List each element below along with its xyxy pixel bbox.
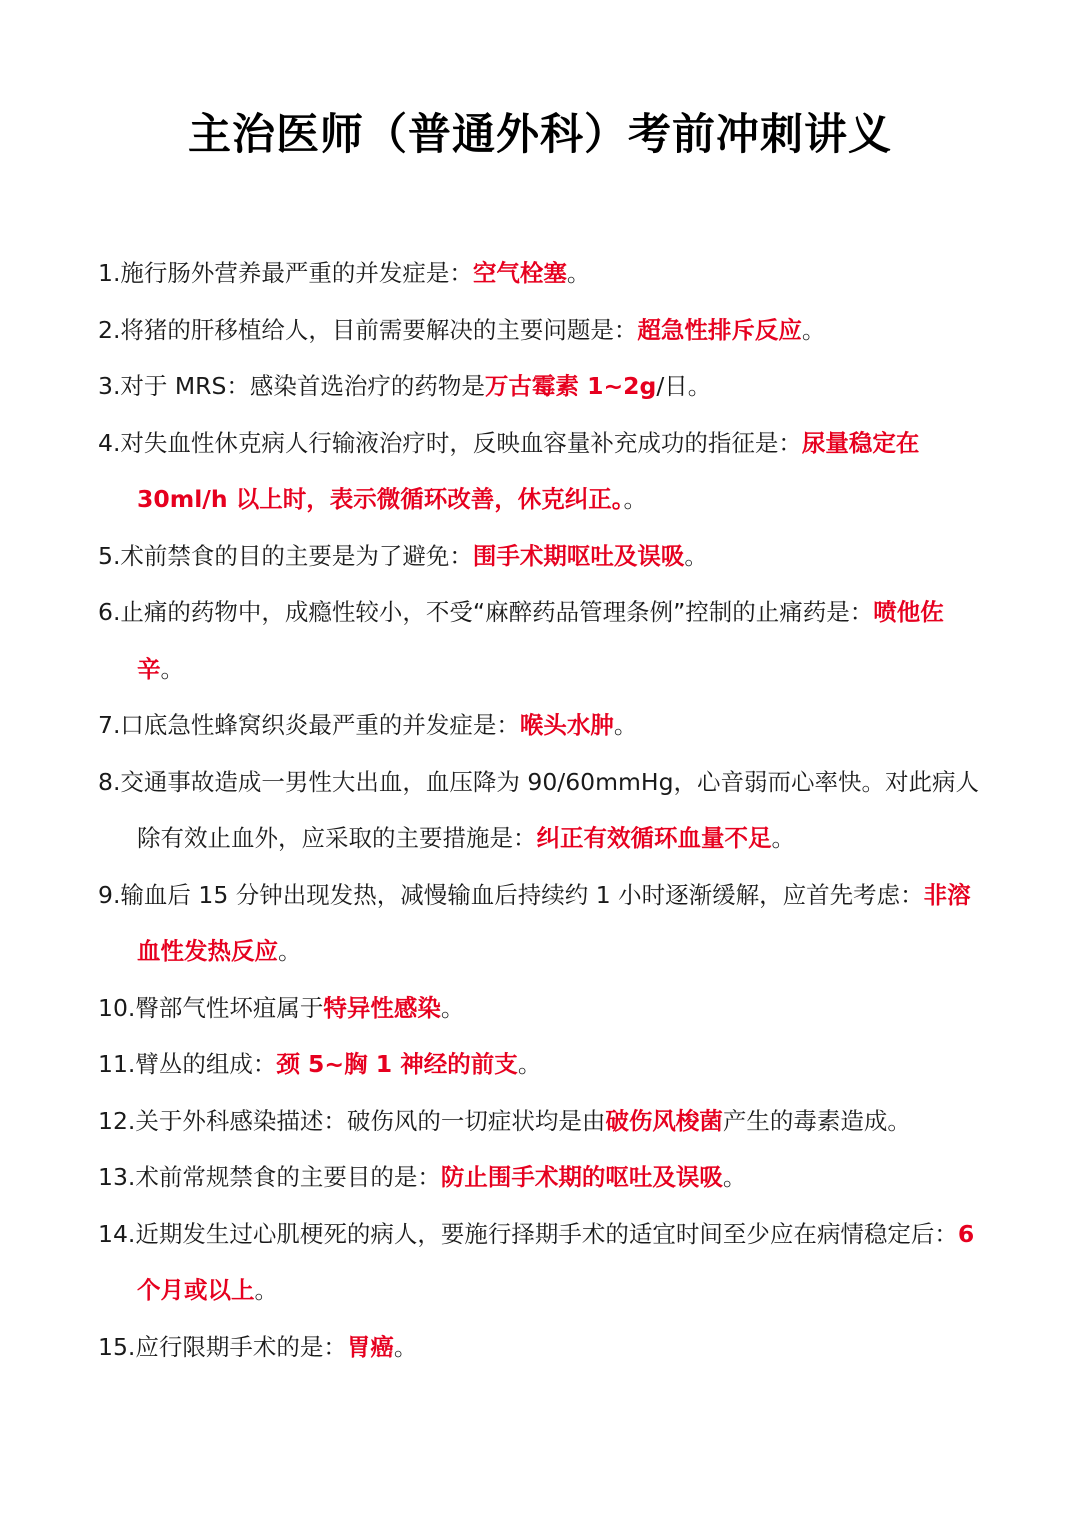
- trailing-text: 。: [566, 259, 591, 287]
- question-text: 应行限期手术的是：: [135, 1332, 347, 1361]
- question-item: [98, 980, 988, 1037]
- question-text: 臀部气性坏疽属于: [135, 993, 324, 1022]
- question-item: [98, 358, 988, 415]
- item-number: 14.: [98, 1219, 136, 1248]
- trailing-text: 产生的毒素造成。: [722, 1106, 911, 1135]
- trailing-text: 。: [684, 541, 708, 570]
- question-text: 关于外科感染描述：破伤风的一切症状均是由: [135, 1106, 606, 1135]
- answer-highlight: 破伤风梭菌: [605, 1106, 723, 1135]
- item-number: 12.: [98, 1106, 136, 1135]
- question-item: [98, 302, 988, 359]
- question-text: 臂丛的组成：: [135, 1050, 277, 1078]
- trailing-text: 。: [771, 824, 795, 852]
- item-number: 3.: [98, 372, 121, 400]
- item-number: 10.: [98, 993, 136, 1022]
- answer-highlight: 特异性感染: [323, 993, 441, 1022]
- answer-highlight: 万古霉素 1~2g: [484, 372, 657, 400]
- question-item: [98, 584, 988, 697]
- answer-highlight: 6 个月或以上: [137, 1219, 975, 1304]
- answer-highlight: 纠正有效循环血量不足: [536, 824, 772, 852]
- item-number: 9.: [98, 880, 121, 909]
- question-text: 近期发生过心肌梗死的病人，要施行择期手术的适宜时间至少应在病情稳定后：: [135, 1219, 958, 1248]
- question-item: [98, 528, 988, 585]
- item-number: 8.: [98, 767, 121, 796]
- page-title: 主治医师（普通外科）考前冲刺讲义: [188, 109, 892, 160]
- trailing-text: 。: [722, 1163, 747, 1191]
- question-item: [98, 1206, 988, 1319]
- trailing-text: 。: [160, 654, 184, 683]
- question-item: [98, 1093, 988, 1150]
- question-text: 将猪的肝移植给人，目前需要解决的主要问题是：: [120, 315, 638, 344]
- question-item: [98, 697, 988, 754]
- trailing-text: 。: [278, 937, 302, 965]
- answer-highlight: 防止围手术期的呕吐及误吸: [440, 1163, 723, 1191]
- answer-highlight: 颈 5~胸 1 神经的前支: [276, 1050, 518, 1078]
- question-item: [98, 1149, 988, 1206]
- question-item: [98, 245, 988, 302]
- item-number: 1.: [98, 259, 121, 287]
- question-item: [98, 415, 988, 528]
- trailing-text: 。: [393, 1332, 418, 1361]
- item-number: 11.: [98, 1050, 136, 1078]
- answer-highlight: 尿量稳定在 30ml/h 以上时，表示微循环改善，休克纠正。: [137, 428, 920, 513]
- question-text: 口底急性蜂窝织炎最严重的并发症是：: [120, 711, 520, 739]
- trailing-text: 。: [254, 1276, 278, 1304]
- trailing-text: 。: [440, 993, 465, 1022]
- question-text: 术前常规禁食的主要目的是：: [135, 1163, 441, 1191]
- question-item: [98, 754, 988, 867]
- trailing-text: 。: [623, 485, 647, 513]
- answer-highlight: 喉头水肿: [519, 711, 614, 739]
- item-number: 7.: [98, 711, 121, 739]
- trailing-text: /日。: [656, 372, 712, 400]
- trailing-text: 。: [517, 1050, 542, 1078]
- question-item: [98, 1319, 988, 1376]
- item-number: 2.: [98, 315, 121, 344]
- question-text: 施行肠外营养最严重的并发症是：: [120, 259, 473, 287]
- trailing-text: 。: [801, 315, 826, 344]
- item-number: 5.: [98, 541, 121, 570]
- question-text: 输血后 15 分钟出现发热，减慢输血后持续约 1 小时逐渐缓解，应首先考虑：: [120, 880, 924, 909]
- question-text: 术前禁食的目的主要是为了避免：: [120, 541, 473, 570]
- answer-highlight: 喷他佐辛: [137, 598, 944, 683]
- question-text: 交通事故造成一男性大出血，血压降为 90/60mmHg，心音弱而心率快。对此病人除有效止血外，应采取的主要措施是：: [120, 767, 979, 852]
- answer-highlight: 围手术期呕吐及误吸: [472, 541, 685, 570]
- answer-highlight: 空气栓塞: [472, 259, 567, 287]
- trailing-text: 。: [613, 711, 638, 739]
- answer-highlight: 超急性排斥反应: [637, 315, 802, 344]
- item-number: 6.: [98, 598, 121, 626]
- question-text: 对失血性休克病人行输液治疗时，反映血容量补充成功的指征是：: [120, 428, 802, 457]
- item-number: 4.: [98, 428, 121, 457]
- answer-highlight: 胃癌: [346, 1332, 394, 1361]
- question-text: 止痛的药物中，成瘾性较小，不受“麻醉药品管理条例”控制的止痛药是：: [120, 598, 874, 626]
- question-list: [98, 245, 988, 1375]
- question-text: 对于 MRS：感染首选治疗的药物是: [120, 372, 485, 400]
- item-number: 15.: [98, 1332, 136, 1361]
- question-item: [98, 867, 988, 980]
- answer-highlight: 非溶血性发热反应: [137, 880, 971, 965]
- item-number: 13.: [98, 1163, 136, 1191]
- question-item: [98, 1036, 988, 1093]
